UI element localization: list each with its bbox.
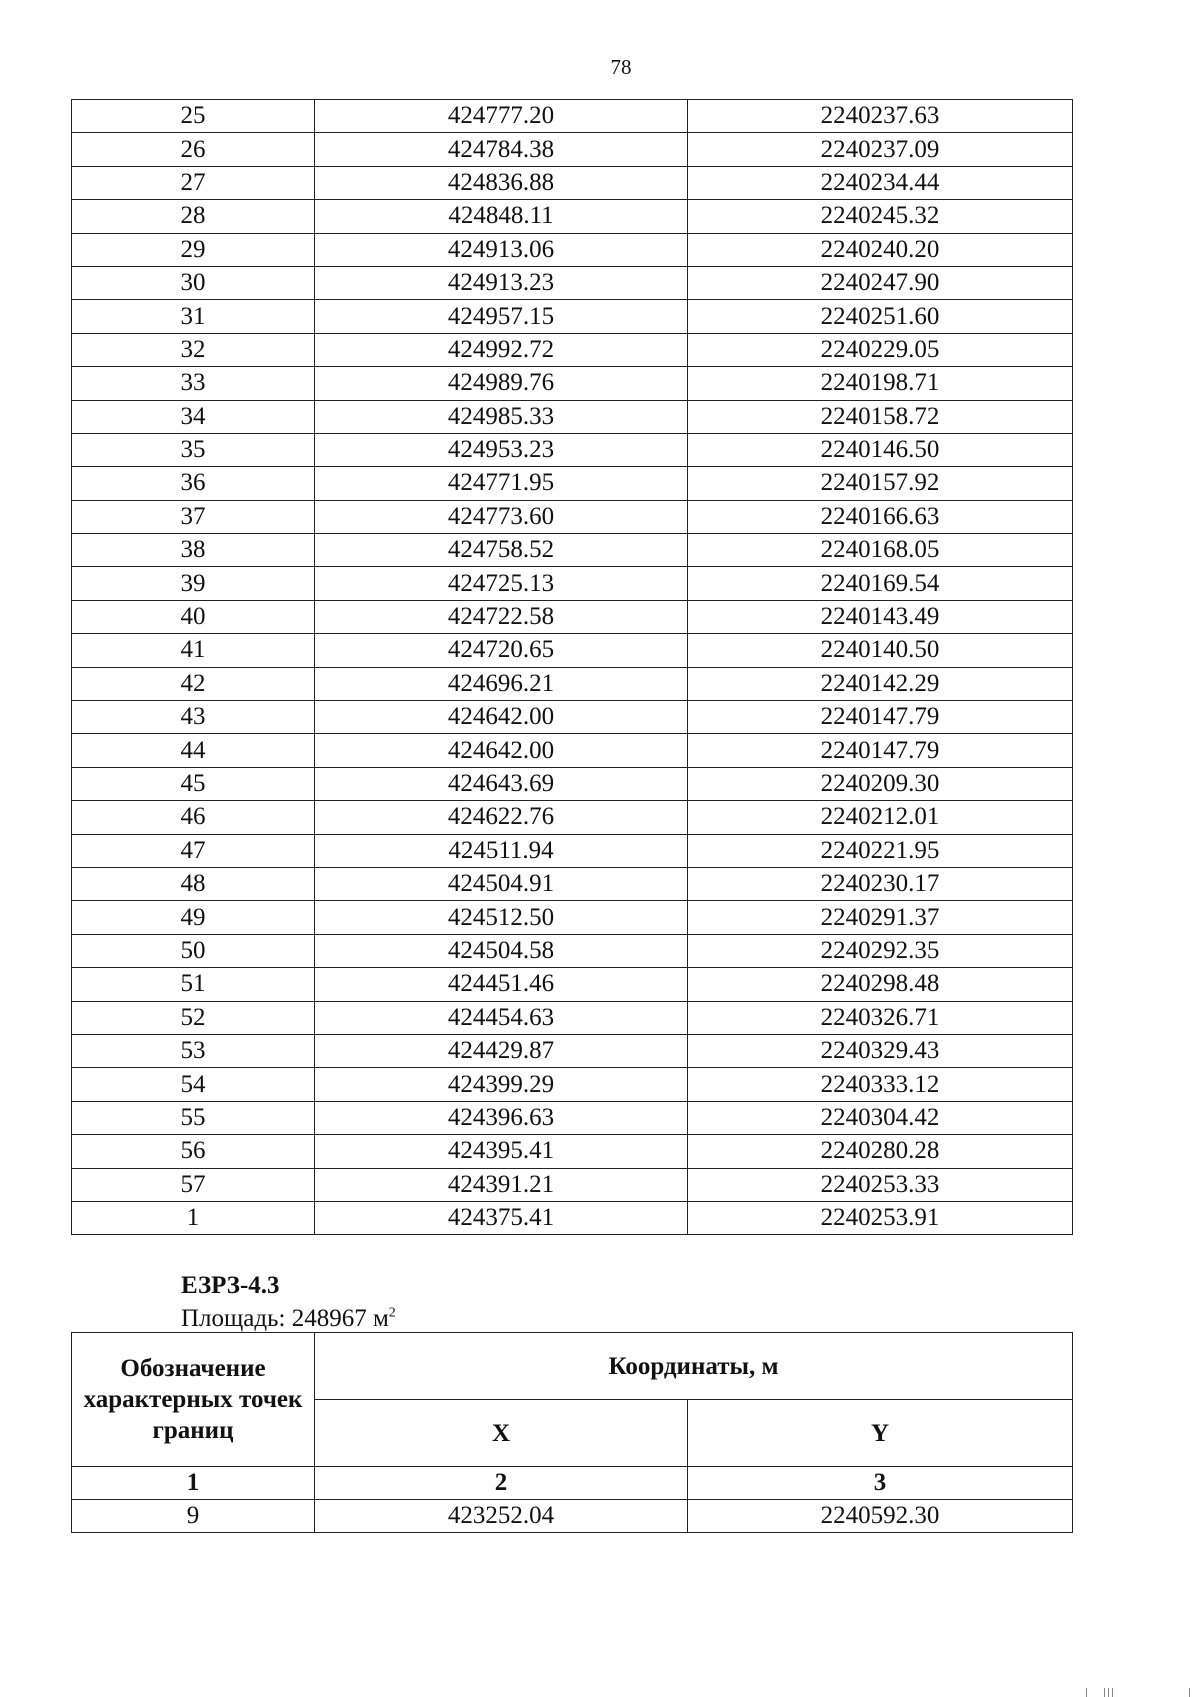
table-row	[72, 1068, 1073, 1101]
area-line	[181, 1305, 396, 1333]
x-coordinate: 424429.87	[315, 1034, 688, 1067]
header-y: Y	[688, 1400, 1073, 1467]
table-row	[72, 567, 1073, 600]
point-number: 39	[72, 567, 315, 600]
column-number: 1	[72, 1467, 315, 1500]
x-coordinate: 424375.41	[315, 1201, 688, 1234]
y-coordinate: 2240168.05	[688, 534, 1073, 567]
x-coordinate: 424836.88	[315, 166, 688, 199]
table-row	[72, 467, 1073, 500]
x-coordinate: 424454.63	[315, 1001, 688, 1034]
point-number: 55	[72, 1101, 315, 1134]
table-row	[72, 667, 1073, 700]
point-number: 40	[72, 600, 315, 633]
y-coordinate: 2240237.63	[688, 100, 1073, 133]
table-row	[72, 200, 1073, 233]
point-number: 45	[72, 767, 315, 800]
x-coordinate: 424720.65	[315, 634, 688, 667]
y-coordinate: 2240304.42	[688, 1101, 1073, 1134]
table-row	[72, 133, 1073, 166]
y-coordinate: 2240592.30	[688, 1500, 1073, 1533]
area-label: Площадь: 248967 м	[181, 1305, 389, 1332]
point-number: 56	[72, 1135, 315, 1168]
y-coordinate: 2240166.63	[688, 500, 1073, 533]
point-number: 43	[72, 701, 315, 734]
x-coordinate: 423252.04	[315, 1500, 688, 1533]
y-coordinate: 2240142.29	[688, 667, 1073, 700]
table-row	[72, 166, 1073, 199]
point-number: 31	[72, 300, 315, 333]
table-row	[72, 1101, 1073, 1134]
point-number: 25	[72, 100, 315, 133]
header-coordinates: Координаты, м	[315, 1333, 1073, 1400]
x-coordinate: 424848.11	[315, 200, 688, 233]
point-number: 47	[72, 834, 315, 867]
x-coordinate: 424773.60	[315, 500, 688, 533]
y-coordinate: 2240146.50	[688, 433, 1073, 466]
table-row	[72, 400, 1073, 433]
point-number: 1	[72, 1201, 315, 1234]
x-coordinate: 424957.15	[315, 300, 688, 333]
table-row	[72, 1500, 1073, 1533]
y-coordinate: 2240253.91	[688, 1201, 1073, 1234]
table-row	[72, 1135, 1073, 1168]
table-row	[72, 1001, 1073, 1034]
x-coordinate: 424642.00	[315, 734, 688, 767]
y-coordinate: 2240253.33	[688, 1168, 1073, 1201]
y-coordinate: 2240229.05	[688, 333, 1073, 366]
y-coordinate: 2240329.43	[688, 1034, 1073, 1067]
point-number: 36	[72, 467, 315, 500]
point-number: 34	[72, 400, 315, 433]
table-row	[72, 266, 1073, 299]
table-row	[72, 600, 1073, 633]
x-coordinate: 424758.52	[315, 534, 688, 567]
x-coordinate: 424511.94	[315, 834, 688, 867]
column-numbering-row	[72, 1467, 1073, 1500]
y-coordinate: 2240333.12	[688, 1068, 1073, 1101]
point-number: 32	[72, 333, 315, 366]
x-coordinate: 424725.13	[315, 567, 688, 600]
point-number: 44	[72, 734, 315, 767]
table-row	[72, 834, 1073, 867]
y-coordinate: 2240247.90	[688, 266, 1073, 299]
x-coordinate: 424985.33	[315, 400, 688, 433]
table-row	[72, 968, 1073, 1001]
x-coordinate: 424512.50	[315, 901, 688, 934]
x-coordinate: 424992.72	[315, 333, 688, 366]
point-number: 35	[72, 433, 315, 466]
table-row	[72, 100, 1073, 133]
y-coordinate: 2240230.17	[688, 867, 1073, 900]
table-row	[72, 433, 1073, 466]
y-coordinate: 2240143.49	[688, 600, 1073, 633]
point-number: 52	[72, 1001, 315, 1034]
x-coordinate: 424399.29	[315, 1068, 688, 1101]
point-number: 42	[72, 667, 315, 700]
column-number: 2	[315, 1467, 688, 1500]
point-number: 48	[72, 867, 315, 900]
point-number: 53	[72, 1034, 315, 1067]
x-coordinate: 424913.06	[315, 233, 688, 266]
x-coordinate: 424451.46	[315, 968, 688, 1001]
y-coordinate: 2240240.20	[688, 233, 1073, 266]
x-coordinate: 424953.23	[315, 433, 688, 466]
y-coordinate: 2240209.30	[688, 767, 1073, 800]
table-row	[72, 901, 1073, 934]
point-number: 38	[72, 534, 315, 567]
point-number: 28	[72, 200, 315, 233]
x-coordinate: 424642.00	[315, 701, 688, 734]
table-row	[72, 701, 1073, 734]
coordinates-table-continued	[71, 99, 1073, 1235]
point-number: 49	[72, 901, 315, 934]
x-coordinate: 424913.23	[315, 266, 688, 299]
y-coordinate: 2240292.35	[688, 934, 1073, 967]
section-coordinates-table	[71, 1332, 1073, 1533]
table-row	[72, 333, 1073, 366]
y-coordinate: 2240212.01	[688, 801, 1073, 834]
y-coordinate: 2240234.44	[688, 166, 1073, 199]
scan-artifact-marks	[1086, 1688, 1196, 1697]
x-coordinate: 424771.95	[315, 467, 688, 500]
point-number: 30	[72, 266, 315, 299]
y-coordinate: 2240198.71	[688, 367, 1073, 400]
y-coordinate: 2240157.92	[688, 467, 1073, 500]
point-number: 51	[72, 968, 315, 1001]
table-row	[72, 500, 1073, 533]
header-point-designation: Обозначение характерных точек границ	[72, 1333, 315, 1467]
y-coordinate: 2240280.28	[688, 1135, 1073, 1168]
y-coordinate: 2240245.32	[688, 200, 1073, 233]
y-coordinate: 2240158.72	[688, 400, 1073, 433]
point-number: 29	[72, 233, 315, 266]
table-row	[72, 767, 1073, 800]
table-row	[72, 1034, 1073, 1067]
table-row	[72, 934, 1073, 967]
x-coordinate: 424722.58	[315, 600, 688, 633]
table-row	[72, 233, 1073, 266]
x-coordinate: 424395.41	[315, 1135, 688, 1168]
x-coordinate: 424784.38	[315, 133, 688, 166]
x-coordinate: 424396.63	[315, 1101, 688, 1134]
y-coordinate: 2240326.71	[688, 1001, 1073, 1034]
column-number: 3	[688, 1467, 1073, 1500]
x-coordinate: 424696.21	[315, 667, 688, 700]
table-row	[72, 1168, 1073, 1201]
y-coordinate: 2240298.48	[688, 968, 1073, 1001]
table-row	[72, 300, 1073, 333]
x-coordinate: 424504.91	[315, 867, 688, 900]
y-coordinate: 2240251.60	[688, 300, 1073, 333]
point-number: 54	[72, 1068, 315, 1101]
x-coordinate: 424989.76	[315, 367, 688, 400]
table-row	[72, 367, 1073, 400]
point-number: 37	[72, 500, 315, 533]
x-coordinate: 424391.21	[315, 1168, 688, 1201]
point-number: 33	[72, 367, 315, 400]
y-coordinate: 2240140.50	[688, 634, 1073, 667]
y-coordinate: 2240237.09	[688, 133, 1073, 166]
table-row	[72, 867, 1073, 900]
point-number: 27	[72, 166, 315, 199]
x-coordinate: 424777.20	[315, 100, 688, 133]
x-coordinate: 424504.58	[315, 934, 688, 967]
table-row	[72, 1201, 1073, 1234]
header-x: X	[315, 1400, 688, 1467]
y-coordinate: 2240147.79	[688, 734, 1073, 767]
page-number: 78	[610, 55, 632, 79]
x-coordinate: 424622.76	[315, 801, 688, 834]
table-row	[72, 634, 1073, 667]
point-number: 46	[72, 801, 315, 834]
point-number: 41	[72, 634, 315, 667]
table-row	[72, 801, 1073, 834]
table-row	[72, 534, 1073, 567]
area-unit-superscript: 2	[388, 1305, 396, 1321]
y-coordinate: 2240291.37	[688, 901, 1073, 934]
point-number: 9	[72, 1500, 315, 1533]
table-row	[72, 734, 1073, 767]
section-title: ЕЗРЗ-4.3	[181, 1272, 280, 1299]
y-coordinate: 2240147.79	[688, 701, 1073, 734]
x-coordinate: 424643.69	[315, 767, 688, 800]
y-coordinate: 2240221.95	[688, 834, 1073, 867]
point-number: 50	[72, 934, 315, 967]
point-number: 26	[72, 133, 315, 166]
coordinates-table-body	[72, 100, 1073, 1235]
point-number: 57	[72, 1168, 315, 1201]
y-coordinate: 2240169.54	[688, 567, 1073, 600]
